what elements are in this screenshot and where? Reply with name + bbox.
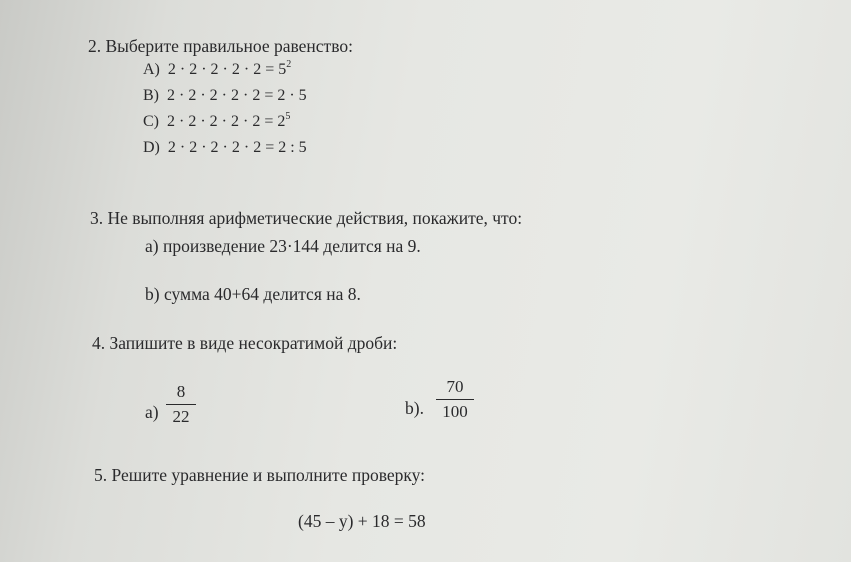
fraction-b-numerator: 70 (446, 377, 464, 396)
task2-option-c (143, 113, 290, 131)
option-label: C) (143, 113, 159, 130)
option-expr: 2 · 2 · 2 · 2 · 2 = 2 · 5 (167, 87, 307, 104)
option-expr: 2 · 2 · 2 · 2 · 2 = 2 : 5 (167, 139, 307, 156)
option-label: B) (143, 87, 159, 104)
fraction-b-bar (436, 399, 474, 400)
task3-item-b: b) сумма 40+64 делится на 8. (145, 284, 361, 304)
option-label: A) (143, 61, 160, 78)
task4-title: 4. Запишите в виде несократимой дроби: (92, 333, 398, 353)
task3-title: 3. Не выполняя арифметические действия, покажите, что: (90, 208, 523, 228)
task5-title: 5. Решите уравнение и выполните проверку: (94, 465, 426, 485)
fraction-a-denominator: 22 (172, 407, 190, 427)
option-sup: 5 (285, 111, 291, 122)
task3-item-a: а) произведение 23·144 делится на 9. (145, 236, 421, 256)
task5-equation: (45 – y) + 18 = 58 (298, 511, 426, 531)
task2-option-a (143, 61, 291, 79)
task2-option-d (143, 139, 307, 157)
task2-option-b (143, 87, 307, 105)
fraction-b-label: b). (405, 398, 424, 418)
fraction-a-numerator: 8 (176, 382, 186, 401)
fraction-a (166, 383, 196, 425)
option-expr: 2 · 2 · 2 · 2 · 2 = 5 (167, 61, 287, 78)
fraction-b-denominator: 100 (442, 402, 468, 422)
fraction-b (436, 378, 474, 420)
task2-title: 2. Выберите правильное равенство: (88, 36, 353, 56)
option-sup: 2 (286, 59, 292, 70)
option-expr: 2 · 2 · 2 · 2 · 2 = 2 (167, 113, 286, 130)
fraction-a-bar (166, 404, 196, 405)
option-label: D) (143, 139, 160, 156)
fraction-a-label: a) (145, 402, 159, 422)
